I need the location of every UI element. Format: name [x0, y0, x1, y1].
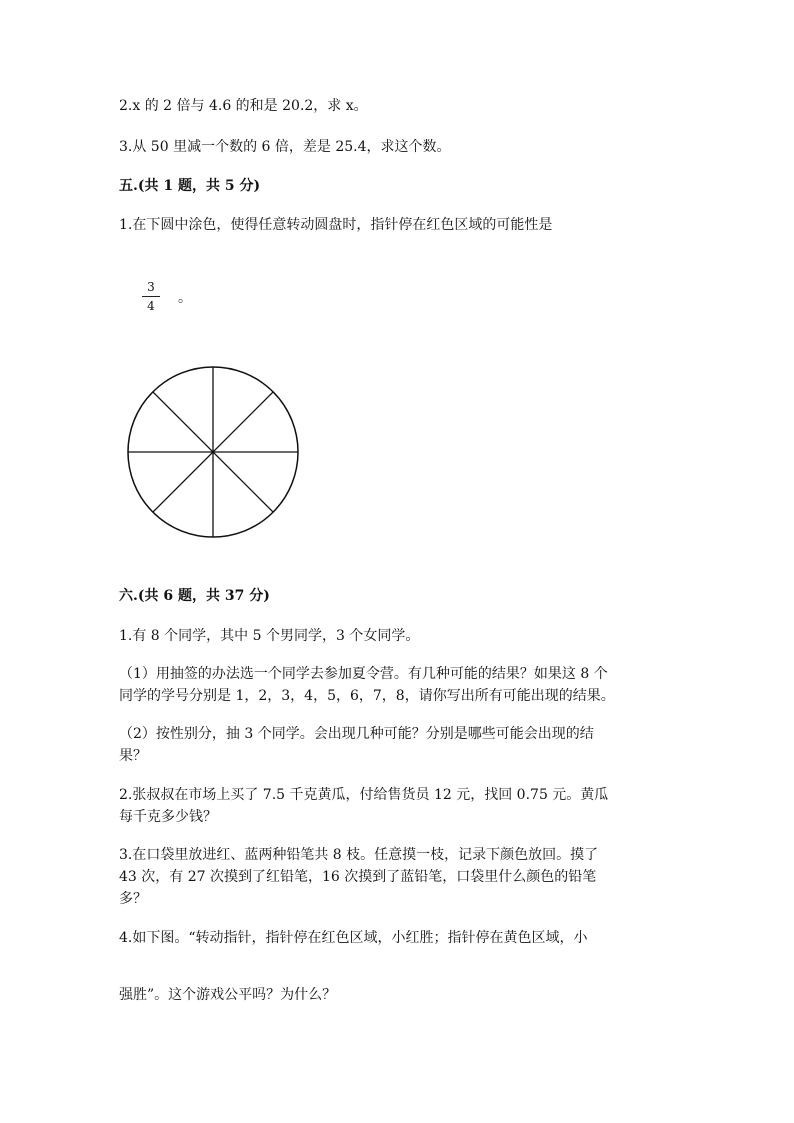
section-6-question-1-part-1-line-2: 同学的学号分别是 1，2，3，4，5，6，7，8，请你写出所有可能出现的结果。 — [119, 688, 615, 704]
section-6-question-1: 1.有 8 个同学，其中 5 个男同学，3 个女同学。 — [119, 628, 420, 644]
fraction-bar — [142, 296, 160, 297]
fraction-period: 。 — [178, 290, 192, 306]
fraction-numerator: 3 — [147, 280, 155, 294]
eight-sector-circle-diagram — [126, 365, 300, 539]
section-6-question-1-part-2-line-2: 果？ — [119, 748, 147, 764]
section-6-question-1-part-2-line-1: （2）按性别分，抽 3 个同学。会出现几种可能？分别是哪些可能会出现的结 — [119, 726, 594, 742]
question-2-line: 2.x 的 2 倍与 4.6 的和是 20.2，求 x。 — [119, 98, 368, 114]
fraction-denominator: 4 — [147, 299, 155, 313]
section-6-heading: 六.(共 6 题，共 37 分) — [119, 588, 270, 604]
section-5-question-1: 1.在下圆中涂色，使得任意转动圆盘时，指针停在红色区域的可能性是 — [119, 217, 553, 233]
question-3-line: 3.从 50 里减一个数的 6 倍，差是 25.4，求这个数。 — [119, 139, 451, 155]
section-6-question-4-line-1: 4.如下图。“转动指针，指针停在红色区域，小红胜；指针停在黄色区域，小 — [119, 930, 588, 946]
section-6-question-2-line-2: 每千克多少钱？ — [119, 809, 217, 825]
section-6-question-1-part-1-line-1: （1）用抽签的办法选一个同学去参加夏令营。有几种可能的结果？如果这 8 个 — [119, 666, 608, 682]
section-6-question-2-line-1: 2.张叔叔在市场上买了 7.5 千克黄瓜，付给售货员 12 元，找回 0.75 元。黄瓜 — [119, 787, 609, 803]
section-6-question-3-line-2: 43 次，有 27 次摸到了红铅笔，16 次摸到了蓝铅笔，口袋里什么颜色的铅笔 — [119, 869, 597, 885]
section-6-question-3-line-3: 多？ — [119, 891, 147, 907]
section-5-heading: 五.(共 1 题，共 5 分) — [119, 178, 261, 194]
section-6-question-4-line-2: 强胜”。这个游戏公平吗？为什么？ — [119, 987, 337, 1003]
fraction-three-quarters — [140, 280, 162, 313]
section-6-question-3-line-1: 3.在口袋里放进红、蓝两种铅笔共 8 枝。任意摸一枝，记录下颜色放回。摸了 — [119, 847, 599, 863]
